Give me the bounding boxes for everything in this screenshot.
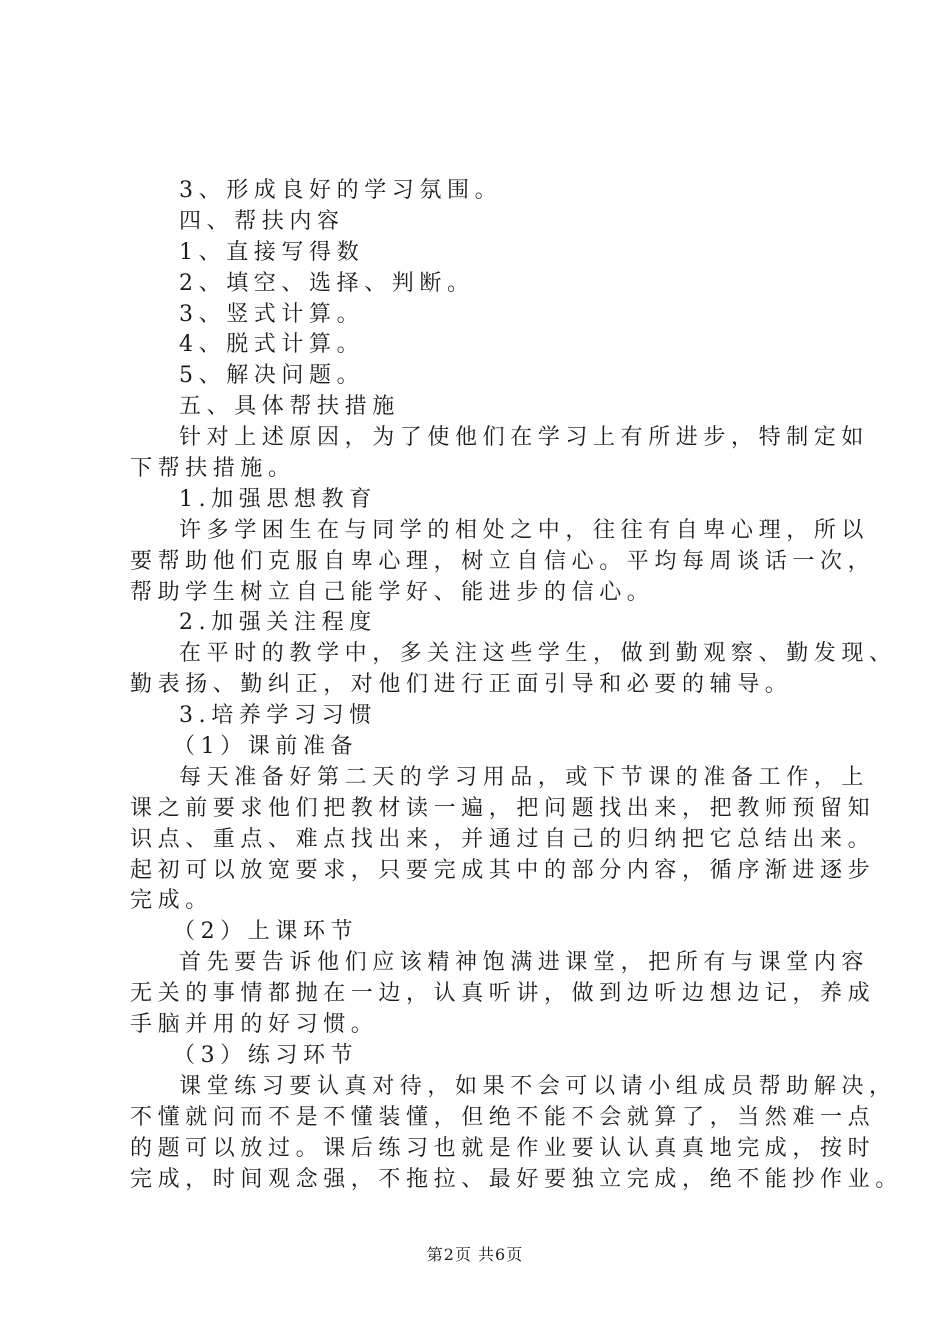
list-item: 5、解决问题。 — [179, 363, 365, 389]
paragraph-line: 不懂就问而不是不懂装懂，但绝不能不会就算了，当然难一点 — [130, 1104, 876, 1130]
list-item: 3、竖式计算。 — [179, 301, 365, 327]
paragraph-line: 针对上述原因，为了使他们在学习上有所进步，特制定如 — [179, 425, 870, 451]
paragraph-line: 识点、重点、难点找出来，并通过自己的归纳把它总结出来。 — [130, 826, 876, 852]
paragraph-line: 手脑并用的好习惯。 — [130, 1012, 379, 1038]
document-body — [130, 176, 903, 1195]
section-heading: 四、帮扶内容 — [179, 208, 345, 234]
paragraph-line: 的题可以放过。课后练习也就是作业要认认真真地完成，按时 — [130, 1135, 876, 1161]
paragraph-line: 无关的事情都抛在一边，认真听讲，做到边听边想边记，养成 — [130, 981, 876, 1007]
paragraph-line: 起初可以放宽要求，只要完成其中的部分内容，循序渐进逐步 — [130, 857, 876, 883]
sub-item-heading: （2）上课环节 — [173, 919, 359, 945]
page-number-footer: 第2页 共6页 — [426, 1245, 524, 1264]
sub-item-heading: （3）练习环节 — [173, 1042, 359, 1068]
paragraph-line: 完成。 — [130, 888, 213, 914]
subsection-heading: 2.加强关注程度 — [179, 610, 377, 636]
paragraph-line: 勤表扬、勤纠正，对他们进行正面引导和必要的辅导。 — [130, 672, 793, 698]
list-item: 3、形成良好的学习氛围。 — [179, 178, 503, 203]
paragraph-line: 下帮扶措施。 — [130, 456, 296, 482]
paragraph-line: 许多学困生在与同学的相处之中，往往有自卑心理，所以 — [179, 517, 870, 543]
paragraph-line: 每天准备好第二天的学习用品，或下节课的准备工作，上 — [179, 764, 870, 790]
paragraph-line: 课之前要求他们把教材读一遍，把问题找出来，把教师预留知 — [130, 795, 876, 821]
paragraph-line: 要帮助他们克服自卑心理，树立自信心。平均每周谈话一次， — [130, 548, 876, 574]
list-item: 1、直接写得数 — [179, 239, 365, 265]
section-heading: 五、具体帮扶措施 — [179, 394, 400, 420]
sub-item-heading: （1）课前准备 — [173, 734, 359, 760]
list-item: 2、填空、选择、判断。 — [179, 270, 475, 296]
subsection-heading: 3.培养学习习惯 — [179, 703, 377, 729]
subsection-heading: 1.加强思想教育 — [179, 486, 377, 512]
list-item: 4、脱式计算。 — [179, 332, 365, 358]
paragraph-line: 完成，时间观念强，不拖拉、最好要独立完成，绝不能抄作业。 — [130, 1166, 903, 1192]
paragraph-line: 在平时的教学中，多关注这些学生，做到勤观察、勤发现、 — [179, 641, 897, 667]
paragraph-line: 课堂练习要认真对待，如果不会可以请小组成员帮助解决， — [179, 1073, 897, 1099]
paragraph-line: 首先要告诉他们应该精神饱满进课堂，把所有与课堂内容 — [179, 950, 870, 976]
paragraph-line: 帮助学生树立自己能学好、能进步的信心。 — [130, 579, 655, 605]
